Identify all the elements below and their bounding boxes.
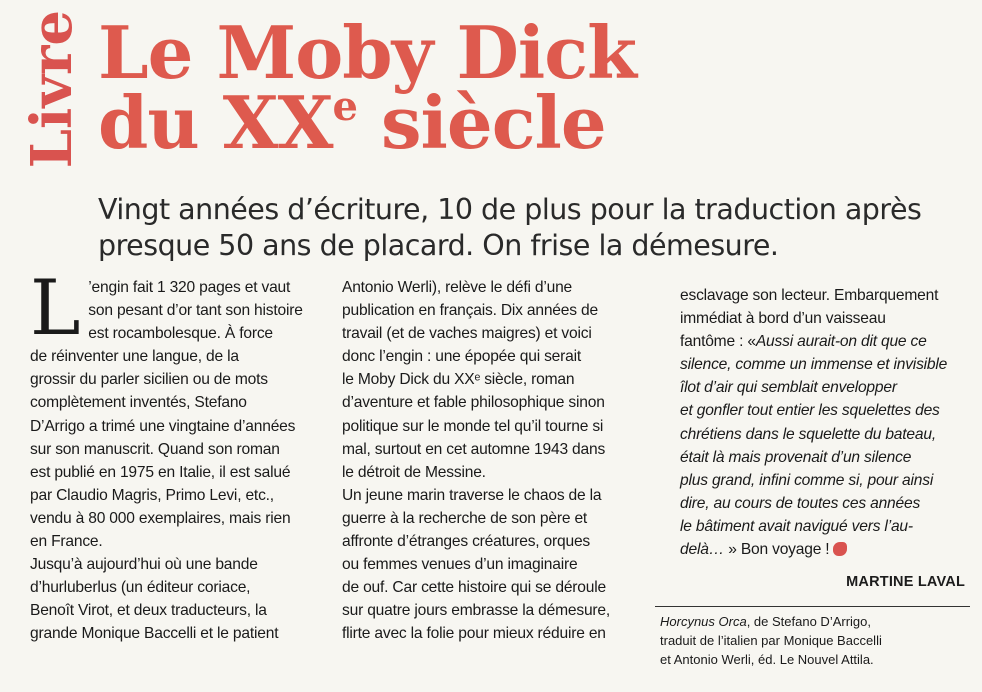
subtitle-line-1: Vingt années d’écriture, 10 de plus pour la traduction après [98,193,922,226]
quote-line [660,469,965,492]
col2-line: ou femmes venues d’un imaginaire [342,556,578,574]
col2-line: politique sur le monde tel qu’il tourne si [342,417,604,435]
col3-text: fantôme : « [680,333,756,351]
col1-line: D’Arrigo a trimé une vingtaine d’années [30,417,296,435]
col1-line: Jusqu’à aujourd’hui où une bande [30,556,258,574]
body-column-1 [30,263,325,646]
credit-line-3: et Antonio Werli, éd. Le Nouvel Attila. [660,652,874,667]
quote-line [660,492,965,515]
quote-text: et gonfler tout entier les squelettes des [680,402,940,420]
col2-line: flirte avec la folie pour mieux réduire en [342,625,606,643]
quote-line [660,353,965,376]
quote-text: était là mais provenait d’un silence [680,448,912,466]
quote-start: Aussi aurait-on dit que ce [755,333,927,351]
col2-line: Un jeune marin traverse le chaos de la [342,486,602,504]
headline-line-2-a: du XX [98,80,333,165]
book-credit [660,612,965,669]
col2-line: guerre à la recherche de son père et [342,509,588,527]
ink-splat-icon [833,542,847,556]
headline-line-1: Le Moby Dick [98,10,636,95]
drop-cap: L [30,263,81,352]
quote-text: silence, comme un immense et invisible [680,356,948,374]
col1-line: Benoît Virot, et deux traducteurs, la [30,602,267,620]
col2-line: le Moby Dick du XXᵉ siècle, roman [342,371,575,389]
headline-superscript: e [332,83,357,130]
col3-line: immédiat à bord d’un vaisseau [680,310,886,328]
quote-text: îlot d’air qui semblait envelopper [680,379,897,397]
col2-line: travail (et de vaches maigres) et voici [342,325,592,343]
body-column-3 [660,284,965,561]
col1-line: complètement inventés, Stefano [30,394,247,412]
col2-line: le détroit de Messine. [342,463,486,481]
col1-line: est publié en 1975 en Italie, il est salué [30,463,291,481]
col1-line: grande Monique Baccelli et le patient [30,625,279,643]
col1-line: grossir du parler sicilien ou de mots [30,371,268,389]
book-title: Horcynus Orca [660,614,747,629]
quote-line [660,515,965,538]
col2-line: affronte d’étranges créatures, orques [342,533,591,551]
col1-line: d’hurluberlus (un éditeur coriace, [30,579,251,597]
col1-line: sur son manuscrit. Quand son roman [30,440,280,458]
col2-line: mal, surtout en cet automne 1943 dans [342,440,606,458]
quote-line [660,376,965,399]
headline [98,10,958,165]
quote-text: plus grand, infini comme si, pour ainsi [680,471,934,489]
credit-line-1 [660,612,965,631]
col2-line: de ouf. Car cette histoire qui se déroule [342,579,606,597]
col2-line: publication en français. Dix années de [342,302,598,320]
section-tag: Livre [19,10,85,169]
col3-line: esclavage son lecteur. Embarquement [680,287,939,304]
closing-text: » Bon voyage ! [724,541,830,559]
subtitle-line-2: presque 50 ans de placard. On frise la démesure. [98,229,779,262]
col1-line: en France. [30,533,103,551]
col2-line: donc l’engin : une épopée qui serait [342,348,582,366]
credit-text: , de Stefano D’Arrigo, [746,614,871,629]
quote-text: le bâtiment avait navigué vers l’au- [680,517,913,535]
quote-text: dire, au cours de toutes ces années [680,494,921,512]
body-column-2 [342,276,640,646]
author-byline: MARTINE LAVAL [846,574,965,590]
divider [655,606,970,607]
col2-line: sur quatre jours embrasse la démesure, [342,602,611,620]
col1-line: de réinventer une langue, de la [30,348,239,366]
col1-line: est rocambolesque. À force [88,325,273,343]
quote-line [660,538,965,561]
subtitle [98,192,958,264]
headline-line-2-b: siècle [356,80,606,165]
quote-text: chrétiens dans le squelette du bateau, [680,425,936,443]
col3-line [660,330,965,353]
quote-line [660,399,965,422]
col1-line: son pesant d’or tant son histoire [88,302,303,320]
quote-line [660,446,965,469]
col1-line: ’engin fait 1 320 pages et vaut [88,279,291,296]
quote-end: delà… [680,541,725,559]
col2-line: Antonio Werli), relève le défi d’une [342,279,573,296]
col1-line: vendu à 80 000 exemplaires, mais rien [30,509,291,527]
headline-line-2 [98,80,958,165]
credit-line-2: traduit de l’italien par Monique Baccelli [660,633,882,648]
col2-line: d’aventure et fable philosophique sinon [342,394,605,412]
col1-line: par Claudio Magris, Primo Levi, etc., [30,486,274,504]
quote-line [660,423,965,446]
